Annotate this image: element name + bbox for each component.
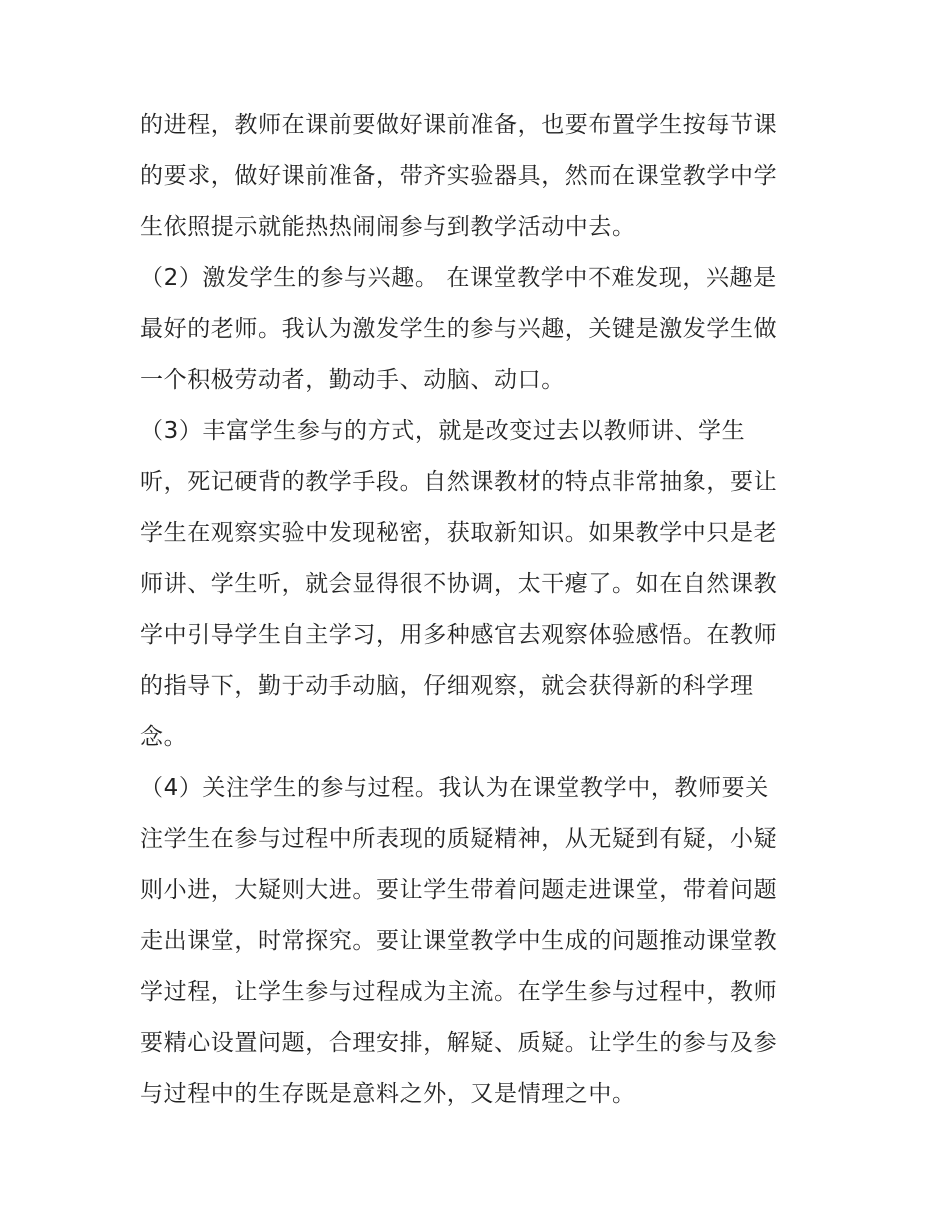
section-3-heading-line: （3）丰富学生参与的方式，就是改变过去以教师讲、学生 — [140, 418, 746, 444]
text-line: 的进程，教师在课前要做好课前准备，也要布置学生按每节课 — [140, 112, 778, 138]
text-line: 念。 — [140, 724, 188, 750]
section-4-heading-line: （4）关注学生的参与过程。我认为在课堂教学中，教师要关 — [140, 775, 769, 801]
body-text — [140, 100, 830, 1120]
text-line: 的指导下，勤于动手动脑，仔细观察，就会获得新的科学理 — [140, 673, 754, 699]
text-line: 听，死记硬背的教学手段。自然课教材的特点非常抽象，要让 — [140, 469, 778, 495]
text-line: 学生在观察实验中发现秘密，获取新知识。如果教学中只是老 — [140, 520, 778, 546]
text-line: 一个积极劳动者，勤动手、动脑、动口。 — [140, 367, 565, 393]
text-line: 走出课堂，时常探究。要让课堂教学中生成的问题推动课堂教 — [140, 928, 778, 954]
text-line: 与过程中的生存既是意料之外，又是情理之中。 — [140, 1081, 636, 1107]
text-line: 注学生在参与过程中所表现的质疑精神，从无疑到有疑，小疑 — [140, 826, 778, 852]
text-line: 最好的老师。我认为激发学生的参与兴趣，关键是激发学生做 — [140, 316, 778, 342]
text-line: 则小进，大疑则大进。要让学生带着问题走进课堂，带着问题 — [140, 877, 778, 903]
section-2-heading-line: （2）激发学生的参与兴趣。 在课堂教学中不难发现，兴趣是 — [140, 265, 777, 291]
text-line: 生依照提示就能热热闹闹参与到教学活动中去。 — [140, 214, 636, 240]
text-line: 学中引导学生自主学习，用多种感官去观察体验感悟。在教师 — [140, 622, 778, 648]
text-line: 学过程，让学生参与过程成为主流。在学生参与过程中，教师 — [140, 979, 778, 1005]
text-line: 师讲、学生听，就会显得很不协调，太干瘪了。如在自然课教 — [140, 571, 778, 597]
text-line: 要精心设置问题，合理安排，解疑、质疑。让学生的参与及参 — [140, 1030, 778, 1056]
text-line: 的要求，做好课前准备，带齐实验器具，然而在课堂教学中学 — [140, 163, 778, 189]
